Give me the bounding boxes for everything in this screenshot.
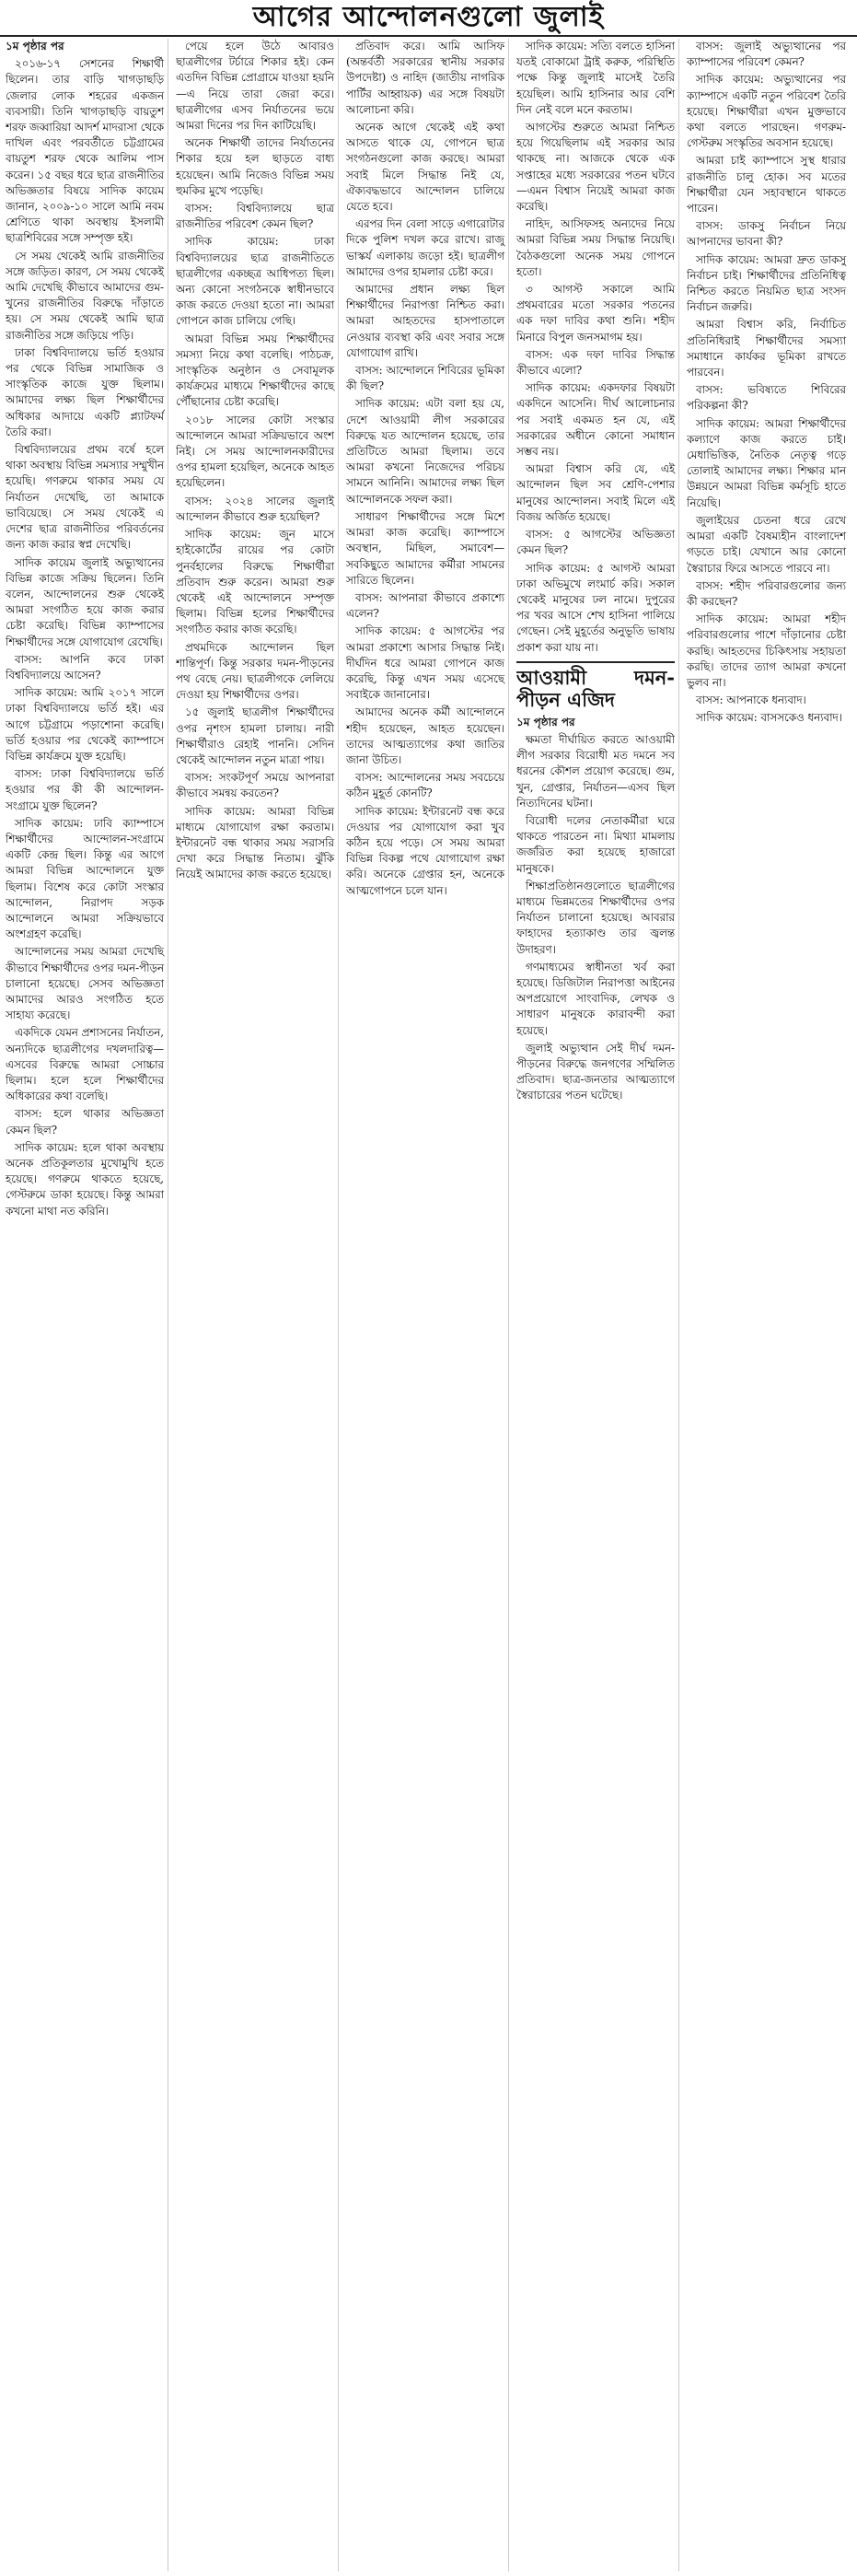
article-columns <box>6 39 851 2571</box>
paragraph: সাদিক কায়েম: ইন্টারনেট বন্ধ করে দেওয়ার পর যোগাযোগ করা খুব কঠিন হয়ে পড়ে। সে সময় আমরা বিভিন্ন বিকল্প পথে যোগাযোগ রক্ষা করি। অনেকে গ্রেপ্তার হন, অনেকে আত্মগোপনে চলে যান। <box>346 804 504 897</box>
paragraph: বাসস: ভবিষ্যতে শিবিরের পরিকল্পনা কী? <box>687 383 846 413</box>
paragraph: অনেক শিক্ষার্থী তাদের নির্যাতনের শিকার হয়ে হল ছাড়তে বাধ্য হয়েছেন। আমি নিজেও বিভিন্ন সময় হুমকির মুখে পড়েছি। <box>176 136 334 197</box>
paragraph: সাদিক কায়েম: ঢাকা বিশ্ববিদ্যালয়ের ছাত্র রাজনীতিতে ছাত্রলীগের একচ্ছত্র আধিপত্য ছিল। অন্য কোনো সংগঠনকে স্বাধীনভাবে কাজ করতে দেওয়া হতো না। আমরা গোপনে কাজ চালিয়ে গেছি। <box>176 235 334 328</box>
paragraph: বাসস: এক দফা দাবির সিদ্ধান্ত কীভাবে এলো? <box>516 347 675 378</box>
sidebar-headline: আওয়ামী দমন-পীড়ন এজিদ <box>516 665 675 711</box>
paragraph: সাদিক কায়েম: আমরা দ্রুত ডাকসু নির্বাচন চাই। শিক্ষার্থীদের প্রতিনিধিত্ব নিশ্চিত করতে নিয়মিত ছাত্র সংসদ নির্বাচন জরুরি। <box>687 252 846 314</box>
paragraph: বাসস: সংকটপূর্ণ সময়ে আপনারা কীভাবে সমন্বয় করতেন? <box>176 771 334 800</box>
column-2 <box>176 39 339 2571</box>
paragraph: ১৫ জুলাই ছাত্রলীগ শিক্ষার্থীদের ওপর নৃশংস হামলা চালায়। নারী শিক্ষার্থীরাও রেহাই পাননি। সেদিন থেকেই আন্দোলন নতুন মাত্রা পায়। <box>176 705 334 766</box>
paragraph: আমরা বিভিন্ন সময় শিক্ষার্থীদের সমস্যা নিয়ে কথা বলেছি। পাঠচক্র, সাংস্কৃতিক অনুষ্ঠান ও সেবামূলক কার্যক্রমের মাধ্যমে শিক্ষার্থীদের কাছে পৌঁছানোর চেষ্টা করেছি। <box>176 332 334 409</box>
paragraph: বাসস: শহীদ পরিবারগুলোর জন্য কী করছেন? <box>687 578 846 608</box>
paragraph: শিক্ষাপ্রতিষ্ঠানগুলোতে ছাত্রলীগের মাধ্যমে ভিন্নমতের শিক্ষার্থীদের ওপর নির্যাতন চালানো হয়েছে। আবরার ফাহাদের হত্যাকাণ্ড তার জ্বলন্ত উদাহরণ। <box>516 879 675 956</box>
paragraph: জুলাই অভ্যুত্থান সেই দীর্ঘ দমন-পীড়নের বিরুদ্ধে জনগণের সম্মিলিত প্রতিবাদ। ছাত্র-জনতার আত্মত্যাগে স্বৈরাচারের পতন ঘটেছে। <box>516 1041 675 1102</box>
paragraph: ক্ষমতা দীর্ঘায়িত করতে আওয়ামী লীগ সরকার বিরোধী মত দমনে সব ধরনের কৌশল প্রয়োগ করেছে। গুম, খুন, গ্রেপ্তার, নির্যাতন—এসব ছিল নিত্যদিনের ঘটনা। <box>516 732 675 810</box>
paragraph: আমরা বিশ্বাস করি যে, এই আন্দোলন ছিল সব শ্রেণি-পেশার মানুষের আন্দোলন। সবাই মিলে এই বিজয় অর্জিত হয়েছে। <box>516 462 675 523</box>
paragraph: বাসস: জুলাই অভ্যুত্থানের পর ক্যাম্পাসের পরিবেশ কেমন? <box>687 40 846 69</box>
paragraph: বাসস: আন্দোলনে শিবিরের ভূমিকা কী ছিল? <box>346 364 504 393</box>
paragraph: বাসস: বিশ্ববিদ্যালয়ে ছাত্র রাজনীতির পরিবেশ কেমন ছিল? <box>176 202 334 231</box>
paragraph: আন্দোলনের সময় আমরা দেখেছি কীভাবে শিক্ষার্থীদের ওপর দমন-পীড়ন চালানো হয়েছে। সেসব অভিজ্ঞতা আমাদের আরও সংগঠিত হতে সাহায্য করেছে। <box>6 945 164 1022</box>
paragraph: জুলাইয়ের চেতনা ধরে রেখে আমরা একটি বৈষম্যহীন বাংলাদেশ গড়তে চাই। যেখানে আর কোনো স্বৈরাচার ফিরে আসতে পারবে না। <box>687 513 846 575</box>
page-title: আগের আন্দোলনগুলো জুলাই <box>252 0 605 33</box>
paragraph: বিরোধী দলের নেতাকর্মীরা ঘরে থাকতে পারতেন না। মিথ্যা মামলায় জর্জরিত করা হয়েছে হাজারো মানুষকে। <box>516 813 675 875</box>
paragraph: সাদিক কায়েম জুলাই অভ্যুত্থানের বিভিন্ন কাজে সক্রিয় ছিলেন। তিনি বলেন, আন্দোলনের শুরু থেকেই আমরা সংগঠিত হয়ে কাজ করার চেষ্টা করেছি। বিভিন্ন ক্যাম্পাসের শিক্ষার্থীদের সঙ্গে যোগাযোগ রেখেছি। <box>6 555 164 648</box>
paragraph: সাদিক কায়েম: হলে থাকা অবস্থায় অনেক প্রতিকূলতার মুখোমুখি হতে হয়েছে। গণরুমে থাকতে হয়েছে, গেস্টরুমে ডাকা হয়েছে। কিন্তু আমরা কখনো মাথা নত করিনি। <box>6 1140 164 1218</box>
paragraph: সাদিক কায়েম: একদফার বিষয়টা একদিনে আসেনি। দীর্ঘ আলোচনার পর সবাই একমত হন যে, এই সরকারের অধীনে কোনো সমাধান সম্ভব নয়। <box>516 381 675 459</box>
paragraph: ২০১৬-১৭ সেশনের শিক্ষার্থী ছিলেন। তার বাড়ি খাগড়াছড়ি জেলার লোক শহরের একজন ব্যবসায়ী। তিনি খাগড়াছড়ি বায়তুশ শরফ জব্বারিয়া আদর্শ মাদরাসা থেকে দাখিল এবং পরবর্তীতে চট্টগ্রামের বায়তুশ শরফ থেকে আলিম পাস করেন। ১৫ বছর ধরে ছাত্র রাজনীতির অভিজ্ঞতার বিষয়ে সাদিক কায়েম জানান, ২০০৯-১০ সালে আমি নবম শ্রেণিতে থাকা অবস্থায় ইসলামী ছাত্রশিবিরের সঙ্গে সম্পৃক্ত হই। <box>6 57 164 245</box>
paragraph: আমরা বিশ্বাস করি, নির্বাচিত প্রতিনিধিরাই শিক্ষার্থীদের সমস্যা সমাধানে কার্যকর ভূমিকা রাখতে পারবেন। <box>687 318 846 379</box>
continued-from-label: ১ম পৃষ্ঠার পর <box>6 40 64 52</box>
paragraph: বাসস: ৫ আগস্টের অভিজ্ঞতা কেমন ছিল? <box>516 528 675 557</box>
paragraph: বাসস: ঢাকা বিশ্ববিদ্যালয়ে ভর্তি হওয়ার পর কী কী আন্দোলন-সংগ্রামে যুক্ত ছিলেন? <box>6 767 164 812</box>
continued-from-label: ১ম পৃষ্ঠার পর <box>516 715 575 729</box>
column-5 <box>687 39 850 2571</box>
paragraph: সাদিক কায়েম: আমরা শহীদ পরিবারগুলোর পাশে দাঁড়ানোর চেষ্টা করছি। আহতদের চিকিৎসায় সহায়তা করছি। তাদের ত্যাগ আমরা কখনো ভুলব না। <box>687 612 846 689</box>
paragraph: বাসস: ডাকসু নির্বাচন নিয়ে আপনাদের ভাবনা কী? <box>687 219 846 249</box>
paragraph: ২০১৮ সালের কোটা সংস্কার আন্দোলনে আমরা সক্রিয়ভাবে অংশ নিই। সে সময় আন্দোলনকারীদের ওপর হামলা হয়েছিল, অনেকে আহত হয়েছিলেন। <box>176 413 334 490</box>
paragraph: গণমাধ্যমের স্বাধীনতা খর্ব করা হয়েছে। ডিজিটাল নিরাপত্তা আইনের অপপ্রয়োগে সাংবাদিক, লেখক ও সাধারণ মানুষকে কারাবন্দী করা হয়েছে। <box>516 960 675 1037</box>
paragraph: সে সময় থেকেই আমি রাজনীতির সঙ্গে জড়িত। কারণ, সে সময় থেকেই আমি দেখেছি কীভাবে আমাদের গুম-খুনের রাজনীতির বিরুদ্ধে দাঁড়াতে হয়। সে সময় থেকেই আমি ছাত্র রাজনীতির সঙ্গে জড়িয়ে পড়ি। <box>6 249 164 342</box>
paragraph: নাহিদ, আসিফসহ অন্যদের নিয়ে আমরা বিভিন্ন সময় সিদ্ধান্ত নিয়েছি। বৈঠকগুলো অনেক সময় গোপনে হতো। <box>516 217 675 278</box>
paragraph: বাসস: হলে থাকার অভিজ্ঞতা কেমন ছিল? <box>6 1107 164 1136</box>
paragraph: আমাদের প্রধান লক্ষ্য ছিল শিক্ষার্থীদের নিরাপত্তা নিশ্চিত করা। আমরা আহতদের হাসপাতালে নেওয়ার ব্যবস্থা করি এবং সবার সঙ্গে যোগাযোগ রাখি। <box>346 283 504 359</box>
paragraph: সাদিক কায়েম: বাসসকেও ধন্যবাদ। <box>696 711 842 725</box>
paragraph: সাদিক কায়েম: এটা বলা হয় যে, দেশে আওয়ামী লীগ সরকারের বিরুদ্ধে যত আন্দোলন হয়েছে, তার প্রতিটিতে আমরা ছিলাম। তবে আমরা কখনো নিজেদের পরিচয় সামনে আনিনি। আমাদের লক্ষ্য ছিল আন্দোলনকে সফল করা। <box>346 397 504 506</box>
paragraph: বাসস: আপনি কবে ঢাকা বিশ্ববিদ্যালয়ে আসেন? <box>6 652 164 682</box>
paragraph: সাদিক কায়েম: ৫ আগস্টের পর আমরা প্রকাশ্যে আসার সিদ্ধান্ত নিই। দীর্ঘদিন ধরে আমরা গোপনে কাজ করেছি, কিন্তু এখন সময় এসেছে সবাইকে জানানোর। <box>346 624 504 702</box>
paragraph: আমরা চাই ক্যাম্পাসে সুস্থ ধারার রাজনীতি চালু হোক। সব মতের শিক্ষার্থীরা যেন সহাবস্থানে থাকতে পারেন। <box>687 154 846 216</box>
paragraph: বাসস: আন্দোলনের সময় সবচেয়ে কঠিন মুহূর্ত কোনটি? <box>346 771 504 800</box>
column-4 <box>516 39 679 2571</box>
paragraph: বাসস: আপনাকে ধন্যবাদ। <box>696 694 806 707</box>
headline-bar <box>0 0 857 37</box>
column-1 <box>6 39 168 2571</box>
paragraph: আমাদের অনেক কর্মী আন্দোলনে শহীদ হয়েছেন, আহত হয়েছেন। তাদের আত্মত্যাগের কথা জাতির জানা উচিত। <box>346 705 504 766</box>
paragraph: বিশ্ববিদ্যালয়ের প্রথম বর্ষে হলে থাকা অবস্থায় বিভিন্ন সমস্যার সম্মুখীন হয়েছি। গণরুমে থাকার সময় যে নির্যাতন দেখেছি, তা আমাকে ভাবিয়েছে। সে সময় থেকেই এ দেশের ছাত্র রাজনীতির পরিবর্তনের জন্য কাজ করার স্বপ্ন দেখেছি। <box>6 443 164 552</box>
sidebar-article <box>516 661 675 1104</box>
paragraph: এরপর দিন বেলা সাড়ে এগারোটার দিকে পুলিশ দখল করে রাখে। রাজু ভাস্কর্য এলাকায় জড়ো হই। ছাত্রলীগ আমাদের ওপর হামলার চেষ্টা করে। <box>346 217 504 278</box>
paragraph: প্রথমদিকে আন্দোলন ছিল শান্তিপূর্ণ। কিন্তু সরকার দমন-পীড়নের পথ বেছে নেয়। ছাত্রলীগকে লেলিয়ে দেওয়া হয় শিক্ষার্থীদের ওপর। <box>176 640 334 702</box>
paragraph: সাদিক কায়েম: ৫ আগস্ট আমরা ঢাকা অভিমুখে লংমার্চ করি। সকাল থেকেই মানুষের ঢল নামে। দুপুরের পর খবর আসে শেখ হাসিনা পালিয়ে গেছেন। সেই মুহূর্তের অনুভূতি ভাষায় প্রকাশ করা যায় না। <box>516 561 675 654</box>
paragraph: সাদিক কায়েম: সত্যি বলতে হাসিনা যতই বোকামো ট্রাই করুক, পরিস্থিতি পক্ষে কিন্তু জুলাই মাসেই তৈরি হয়েছিল। আমি হাসিনার আর বেশি দিন নেই বলে মনে করতাম। <box>516 40 675 116</box>
paragraph: বাসস: ২০২৪ সালের জুলাই আন্দোলন কীভাবে শুরু হয়েছিল? <box>176 494 334 523</box>
paragraph: সাদিক কায়েম: অভ্যুত্থানের পর ক্যাম্পাসে একটি নতুন পরিবেশ তৈরি হয়েছে। শিক্ষার্থীরা এখন মুক্তভাবে কথা বলতে পারছেন। গণরুম-গেস্টরুম সংস্কৃতির অবসান হয়েছে। <box>687 73 846 150</box>
paragraph: সাদিক কায়েম: আমরা শিক্ষার্থীদের কল্যাণে কাজ করতে চাই। মেধাভিত্তিক, নৈতিক নেতৃত্ব গড়ে তোলাই আমাদের লক্ষ্য। শিক্ষার মান উন্নয়নে আমরা বিভিন্ন কর্মসূচি হাতে নিয়েছি। <box>687 416 846 509</box>
paragraph: সাদিক কায়েম: ঢাবি ক্যাম্পাসে শিক্ষার্থীদের আন্দোলন-সংগ্রামে একটি কেন্দ্র ছিল। কিন্তু এর আগে আমরা বিভিন্ন আন্দোলনে যুক্ত ছিলাম। বিশেষ করে কোটা সংস্কার আন্দোলন, নিরাপদ সড়ক আন্দোলনে আমরা সক্রিয়ভাবে অংশগ্রহণ করেছি। <box>6 816 164 941</box>
paragraph: অনেক আগে থেকেই এই কথা আসতে থাকে যে, গোপনে ছাত্র সংগঠনগুলো কাজ করছে। আমরা সবাই মিলে সিদ্ধান্ত নিই যে, ঐক্যবদ্ধভাবে আন্দোলন চালিয়ে যেতে হবে। <box>346 121 504 214</box>
paragraph: সাদিক কায়েম: আমরা বিভিন্ন মাধ্যমে যোগাযোগ রক্ষা করতাম। ইন্টারনেট বন্ধ থাকার সময় সরাসরি দেখা করে সিদ্ধান্ত নিতাম। ঝুঁকি নিয়েই আমাদের কাজ করতে হয়েছে। <box>176 804 334 881</box>
paragraph: আগস্টের শুরুতে আমরা নিশ্চিত হয়ে গিয়েছিলাম এই সরকার আর থাকছে না। আজকে থেকে এক সপ্তাহের মধ্যে সরকারের পতন ঘটবে—এমন বিশ্বাস নিয়েই আমরা কাজ করেছি। <box>516 121 675 214</box>
paragraph: সাধারণ শিক্ষার্থীদের সঙ্গে মিশে আমরা কাজ করেছি। ক্যাম্পাসে অবস্থান, মিছিল, সমাবেশ—সবকিছুতে আমাদের কর্মীরা সামনের সারিতে ছিলেন। <box>346 509 504 587</box>
paragraph: ৩ আগস্ট সকালে আমি প্রথমবারের মতো সরকার পতনের এক দফা দাবির কথা শুনি। শহীদ মিনারে বিপুল জনসমাগম হয়। <box>516 283 675 344</box>
paragraph: প্রতিবাদ করে। আমি আসিফ (অন্তর্বর্তী সরকারের স্থানীয় সরকার উপদেষ্টা) ও নাহিদ (জাতীয় নাগরিক পার্টির আহ্বায়ক) এর সঙ্গে বিষয়টা আলোচনা করি। <box>346 40 504 116</box>
paragraph: বাসস: আপনারা কীভাবে প্রকাশ্যে এলেন? <box>346 590 504 621</box>
paragraph: সাদিক কায়েম: জুন মাসে হাইকোর্টের রায়ের পর কোটা পুনর্বহালের বিরুদ্ধে শিক্ষার্থীরা প্রতিবাদ শুরু করেন। আমরা শুরু থেকেই এই আন্দোলনে সম্পৃক্ত ছিলাম। বিভিন্ন হলের শিক্ষার্থীদের সংগঠিত করার কাজ করেছি। <box>176 528 334 636</box>
column-3 <box>346 39 509 2571</box>
paragraph: পেয়ে হলে উঠে আবারও ছাত্রলীগের টর্চারে শিকার হই। কেন এতদিন বিভিন্ন প্রোগ্রামে যাওয়া হয়নি—এ নিয়ে তারা জেরা করে। ছাত্রলীগের এসব নির্যাতনের ভয়ে আমরা দিনের পর দিন কাটিয়েছি। <box>176 40 334 133</box>
paragraph: ঢাকা বিশ্ববিদ্যালয়ে ভর্তি হওয়ার পর থেকে বিভিন্ন সামাজিক ও সাংস্কৃতিক কাজে যুক্ত ছিলাম। আমাদের লক্ষ্য ছিল শিক্ষার্থীদের অধিকার আদায়ে একটি প্ল্যাটফর্ম তৈরি করা। <box>6 345 164 438</box>
paragraph: সাদিক কায়েম: আমি ২০১৭ সালে ঢাকা বিশ্ববিদ্যালয়ে ভর্তি হই। এর আগে চট্টগ্রামে পড়াশোনা করেছি। ভর্তি হওয়ার পর থেকেই ক্যাম্পাসে বিভিন্ন কার্যক্রমে যুক্ত হয়েছি। <box>6 686 164 763</box>
paragraph: একদিকে যেমন প্রশাসনের নির্যাতন, অন্যদিকে ছাত্রলীগের দখলদারিত্ব—এসবের বিরুদ্ধে আমরা সোচ্চার ছিলাম। হলে হলে শিক্ষার্থীদের অধিকারের কথা বলেছি। <box>6 1026 164 1103</box>
